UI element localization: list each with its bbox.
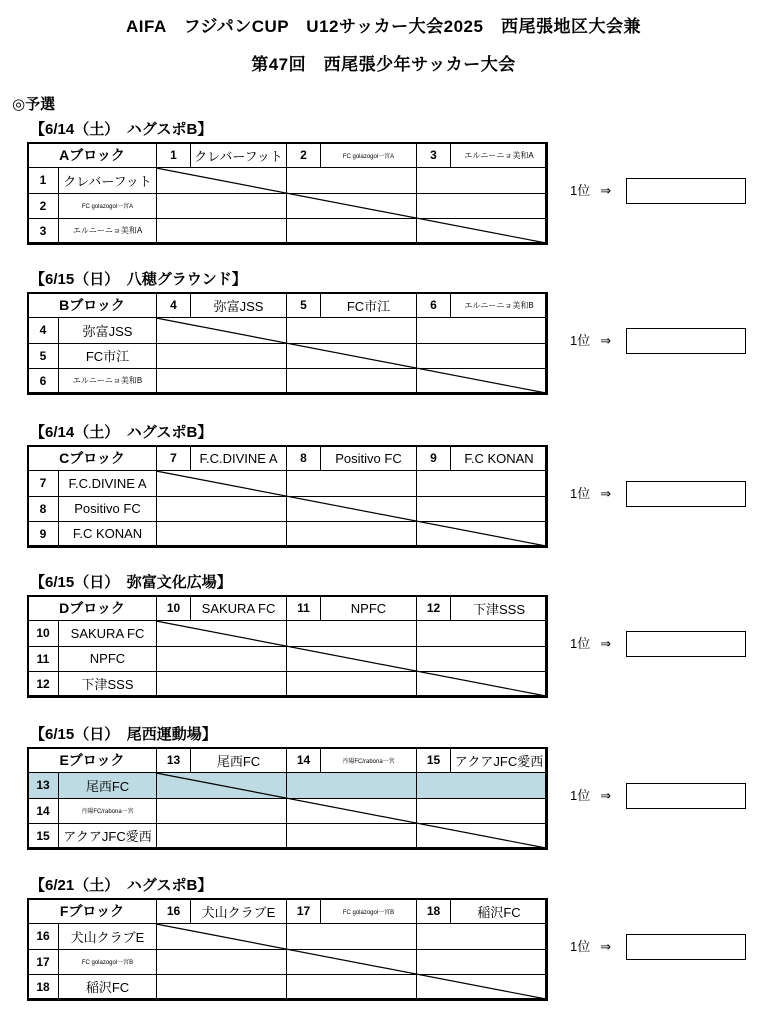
row-team-name: エルニーニョ美和B	[59, 368, 157, 393]
row-team-number: 2	[28, 193, 59, 218]
column-team-number: 6	[417, 293, 451, 318]
score-cell[interactable]	[417, 168, 548, 193]
row-team-name: 丹陽FC/rabona一宮	[59, 798, 157, 823]
column-team-name: F.C.DIVINE A	[191, 446, 287, 471]
score-cell[interactable]	[157, 521, 287, 546]
first-place-box[interactable]	[626, 481, 746, 507]
score-cell[interactable]	[417, 671, 548, 696]
score-cell[interactable]	[417, 949, 548, 974]
row-team-name: クレバーフット	[59, 168, 157, 193]
score-cell[interactable]	[417, 924, 548, 949]
score-cell[interactable]	[417, 368, 548, 393]
title-line-2: 第47回 西尾張少年サッカー大会	[251, 55, 516, 74]
column-team-number: 9	[417, 446, 451, 471]
block-heading: 【6/21（土） ハグスポB】	[30, 877, 213, 894]
score-cell[interactable]	[287, 521, 417, 546]
arrow-icon: ⇒	[600, 486, 612, 501]
score-cell[interactable]	[157, 343, 287, 368]
score-cell[interactable]	[157, 823, 287, 848]
first-place-label	[570, 936, 611, 955]
table-row	[28, 218, 548, 243]
row-team-name: FC市江	[59, 343, 157, 368]
arrow-icon: ⇒	[600, 636, 612, 651]
column-team-number: 8	[287, 446, 321, 471]
arrow-icon: ⇒	[600, 333, 612, 348]
block-heading: 【6/14（土） ハグスポB】	[30, 424, 213, 441]
row-team-number: 1	[28, 168, 59, 193]
row-team-name: Positivo FC	[59, 496, 157, 521]
table-row	[28, 343, 548, 368]
score-cell[interactable]	[287, 773, 417, 798]
column-team-number: 16	[157, 899, 191, 924]
score-cell[interactable]	[157, 193, 287, 218]
arrow-icon: ⇒	[600, 788, 612, 803]
row-team-number: 14	[28, 798, 59, 823]
score-cell[interactable]	[157, 773, 287, 798]
score-cell[interactable]	[287, 646, 417, 671]
table-row	[28, 974, 548, 999]
first-place-box[interactable]	[626, 934, 746, 960]
column-team-name: 犬山クラブE	[191, 899, 287, 924]
column-team-name: 尾西FC	[191, 748, 287, 773]
column-team-number: 5	[287, 293, 321, 318]
score-cell[interactable]	[287, 218, 417, 243]
block-table	[27, 747, 547, 849]
rank-label: 1位	[570, 486, 591, 501]
rank-label: 1位	[570, 183, 591, 198]
header-row	[28, 293, 548, 318]
row-team-name: NPFC	[59, 646, 157, 671]
row-team-name: 犬山クラブE	[59, 924, 157, 949]
block-name: Aブロック	[28, 143, 157, 168]
score-cell[interactable]	[287, 343, 417, 368]
column-team-number: 10	[157, 596, 191, 621]
first-place-box[interactable]	[626, 178, 746, 204]
score-cell[interactable]	[157, 646, 287, 671]
table-row	[28, 496, 548, 521]
block-table	[27, 445, 547, 547]
score-cell[interactable]	[157, 496, 287, 521]
row-team-name: 下津SSS	[59, 671, 157, 696]
section-heading: ◎予選	[12, 96, 56, 113]
column-team-name: エルニーニョ美和B	[451, 293, 548, 318]
column-team-number: 15	[417, 748, 451, 773]
score-cell[interactable]	[417, 621, 548, 646]
score-cell[interactable]	[417, 798, 548, 823]
column-team-number: 13	[157, 748, 191, 773]
score-cell[interactable]	[287, 318, 417, 343]
score-cell[interactable]	[287, 823, 417, 848]
row-team-name: エルニーニョ美和A	[59, 218, 157, 243]
row-team-number: 12	[28, 671, 59, 696]
block-table	[27, 595, 547, 697]
column-team-name: エルニーニョ美和A	[451, 143, 548, 168]
block-name: Eブロック	[28, 748, 157, 773]
header-row	[28, 596, 548, 621]
score-cell[interactable]	[287, 949, 417, 974]
header-row	[28, 446, 548, 471]
column-team-number: 14	[287, 748, 321, 773]
column-team-number: 7	[157, 446, 191, 471]
column-team-number: 11	[287, 596, 321, 621]
column-team-name: 下津SSS	[451, 596, 548, 621]
rank-label: 1位	[570, 788, 591, 803]
league-table	[27, 142, 548, 244]
row-team-number: 7	[28, 471, 59, 496]
first-place-label	[570, 483, 611, 502]
score-cell[interactable]	[417, 471, 548, 496]
column-team-number: 12	[417, 596, 451, 621]
row-team-name: 稲沢FC	[59, 974, 157, 999]
column-team-number: 4	[157, 293, 191, 318]
header-row	[28, 143, 548, 168]
score-cell[interactable]	[417, 218, 548, 243]
column-team-name: FC golazogol一宮A	[321, 143, 417, 168]
score-cell[interactable]	[287, 471, 417, 496]
first-place-label	[570, 180, 611, 199]
block-table	[27, 292, 547, 394]
block-name: Bブロック	[28, 293, 157, 318]
first-place-box[interactable]	[626, 631, 746, 657]
header-row	[28, 899, 548, 924]
score-cell[interactable]	[287, 671, 417, 696]
row-team-name: F.C KONAN	[59, 521, 157, 546]
first-place-label	[570, 330, 611, 349]
row-team-name: アクアJFC愛西	[59, 823, 157, 848]
score-cell[interactable]	[417, 521, 548, 546]
table-row	[28, 646, 548, 671]
league-table	[27, 445, 548, 547]
table-row	[28, 471, 548, 496]
score-cell[interactable]	[157, 671, 287, 696]
block-name: Cブロック	[28, 446, 157, 471]
header-row	[28, 748, 548, 773]
arrow-icon: ⇒	[600, 939, 612, 954]
table-row	[28, 773, 548, 798]
score-cell[interactable]	[157, 218, 287, 243]
column-team-name: アクアJFC愛西	[451, 748, 548, 773]
score-cell[interactable]	[287, 168, 417, 193]
first-place-label	[570, 633, 611, 652]
column-team-name: F.C KONAN	[451, 446, 548, 471]
block-heading: 【6/14（土） ハグスポB】	[30, 121, 213, 138]
table-row	[28, 798, 548, 823]
row-team-number: 5	[28, 343, 59, 368]
row-team-number: 4	[28, 318, 59, 343]
row-team-name: F.C.DIVINE A	[59, 471, 157, 496]
block-heading: 【6/15（日） 八穂グラウンド】	[30, 271, 247, 288]
table-row	[28, 318, 548, 343]
block-heading: 【6/15（日） 弥富文化広場】	[30, 574, 232, 591]
column-team-name: FC市江	[321, 293, 417, 318]
block-heading: 【6/15（日） 尾西運動場】	[30, 726, 217, 743]
row-team-number: 15	[28, 823, 59, 848]
row-team-name: FC golazogol一宮A	[59, 193, 157, 218]
table-row	[28, 193, 548, 218]
block-table	[27, 898, 547, 1000]
score-cell[interactable]	[417, 318, 548, 343]
score-cell[interactable]	[417, 193, 548, 218]
table-row	[28, 521, 548, 546]
first-place-label	[570, 785, 611, 804]
table-row	[28, 168, 548, 193]
row-team-number: 9	[28, 521, 59, 546]
row-team-name: 弥富JSS	[59, 318, 157, 343]
column-team-number: 17	[287, 899, 321, 924]
table-row	[28, 924, 548, 949]
score-cell[interactable]	[157, 168, 287, 193]
column-team-name: FC golazogol一宮B	[321, 899, 417, 924]
column-team-name: 稲沢FC	[451, 899, 548, 924]
score-cell[interactable]	[287, 496, 417, 521]
column-team-name: SAKURA FC	[191, 596, 287, 621]
block-name: Dブロック	[28, 596, 157, 621]
row-team-name: FC golazogol一宮B	[59, 949, 157, 974]
score-cell[interactable]	[287, 368, 417, 393]
score-cell[interactable]	[157, 318, 287, 343]
row-team-number: 3	[28, 218, 59, 243]
title-line-1: AIFA フジパンCUP U12サッカー大会2025 西尾張地区大会兼	[126, 17, 641, 36]
row-team-number: 17	[28, 949, 59, 974]
column-team-number: 1	[157, 143, 191, 168]
table-row	[28, 949, 548, 974]
score-cell[interactable]	[287, 924, 417, 949]
column-team-number: 18	[417, 899, 451, 924]
rank-label: 1位	[570, 333, 591, 348]
league-table	[27, 898, 548, 1000]
score-cell[interactable]	[417, 773, 548, 798]
league-table	[27, 747, 548, 849]
table-row	[28, 671, 548, 696]
row-team-name: 尾西FC	[59, 773, 157, 798]
first-place-box[interactable]	[626, 328, 746, 354]
column-team-name: Positivo FC	[321, 446, 417, 471]
rank-label: 1位	[570, 636, 591, 651]
column-team-name: クレバーフット	[191, 143, 287, 168]
column-team-number: 2	[287, 143, 321, 168]
row-team-name: SAKURA FC	[59, 621, 157, 646]
league-table	[27, 595, 548, 697]
score-cell[interactable]	[287, 974, 417, 999]
column-team-name: NPFC	[321, 596, 417, 621]
column-team-number: 3	[417, 143, 451, 168]
score-cell[interactable]	[287, 193, 417, 218]
score-cell[interactable]	[157, 949, 287, 974]
score-cell[interactable]	[157, 924, 287, 949]
table-row	[28, 368, 548, 393]
first-place-box[interactable]	[626, 783, 746, 809]
score-cell[interactable]	[417, 496, 548, 521]
score-cell[interactable]	[157, 798, 287, 823]
block-name: Fブロック	[28, 899, 157, 924]
table-row	[28, 621, 548, 646]
score-cell[interactable]	[417, 343, 548, 368]
row-team-number: 11	[28, 646, 59, 671]
arrow-icon: ⇒	[600, 183, 612, 198]
league-table	[27, 292, 548, 394]
row-team-number: 6	[28, 368, 59, 393]
row-team-number: 16	[28, 924, 59, 949]
score-cell[interactable]	[417, 823, 548, 848]
score-cell[interactable]	[287, 621, 417, 646]
column-team-name: 弥富JSS	[191, 293, 287, 318]
row-team-number: 8	[28, 496, 59, 521]
table-row	[28, 823, 548, 848]
column-team-name: 丹陽FC/rabona一宮	[321, 748, 417, 773]
rank-label: 1位	[570, 939, 591, 954]
row-team-number: 18	[28, 974, 59, 999]
row-team-number: 13	[28, 773, 59, 798]
score-cell[interactable]	[417, 974, 548, 999]
score-cell[interactable]	[417, 646, 548, 671]
row-team-number: 10	[28, 621, 59, 646]
score-cell[interactable]	[157, 368, 287, 393]
score-cell[interactable]	[157, 471, 287, 496]
score-cell[interactable]	[287, 798, 417, 823]
score-cell[interactable]	[157, 974, 287, 999]
score-cell[interactable]	[157, 621, 287, 646]
block-table	[27, 142, 547, 244]
